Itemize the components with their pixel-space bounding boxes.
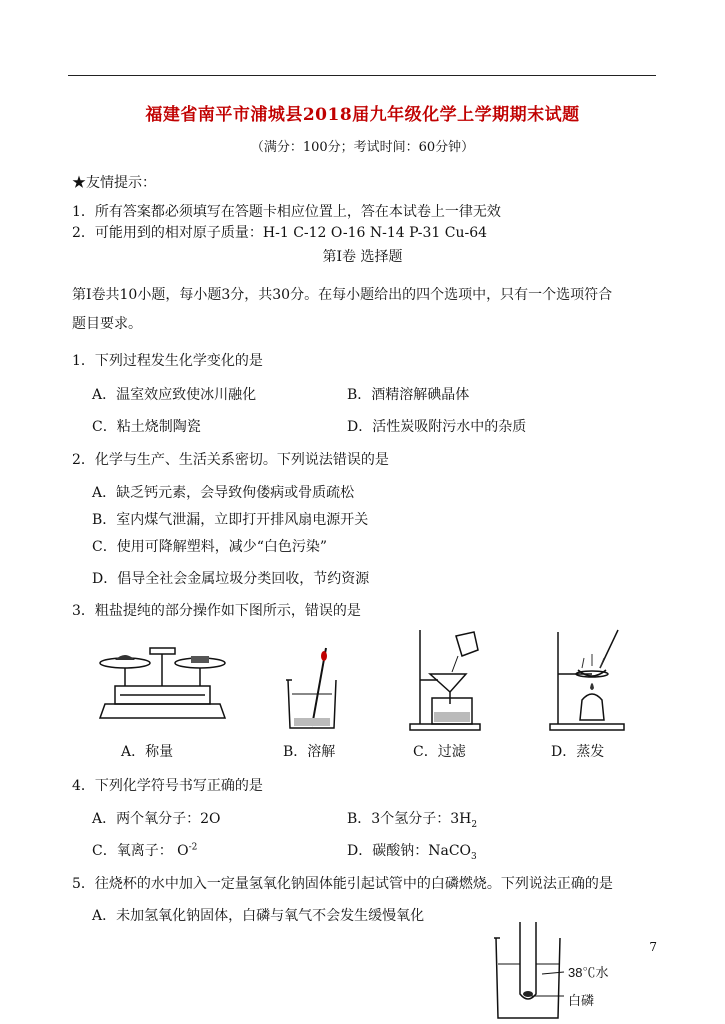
q4-stem: 4．下列化学符号书写正确的是 [72,778,263,794]
page-number: 7 [649,940,657,954]
q3-option-b: B．溶解 [283,744,336,760]
q2-option-b: B．室内煤气泄漏，立即打开排风扇电源开关 [92,512,369,528]
tip-1: 1．所有答案都必须填写在答题卡相应位置上，答在本试卷上一律无效 [72,204,501,220]
q4-option-b: B．3个氢分子：$3H_2$ [347,811,478,830]
tip-2: 2．可能用到的相对原子质量：H-1 C-12 O-16 N-14 P-31 Cu-64 [72,225,488,241]
q3-stem: 3．粗盐提纯的部分操作如下图所示，错误的是 [72,603,361,619]
instructions-line-2: 题目要求。 [72,316,142,332]
label-white-phosphorus: 白磷 [568,993,595,1008]
q2-option-c: C．使用可降解塑料，减少“白色污染” [92,539,328,555]
q1-option-c: C．粘土烧制陶瓷 [92,419,201,435]
q4-option-d: D．碳酸钠：NaCO$_3$ [347,843,477,862]
q5-option-a: A．未加氢氧化钠固体，白磷与氧气不会发生缓慢氧化 [92,908,425,924]
page-title: 福建省南平市浦城县2018届九年级化学上学期期末试题 [145,105,580,125]
white-phosphorus-figure [492,922,572,1022]
q1-stem: 1．下列过程发生化学变化的是 [72,353,263,369]
q3-option-a: A．称量 [121,744,174,760]
q3-option-d: D．蒸发 [551,744,605,760]
header-rule [68,75,656,76]
q2-option-d: D．倡导全社会金属垃圾分类回收，节约资源 [92,571,370,587]
exam-info: （满分：100分；考试时间：60分钟） [250,140,475,155]
q4-option-c: C．氧离子： $O^{-2}$ [92,842,198,859]
label-38c-water: 38℃水 [568,965,609,980]
q4-option-a: A．两个氧分子：2O [92,811,221,827]
q2-stem: 2．化学与生产、生活关系密切。下列说法错误的是 [72,452,389,468]
q2-option-a: A．缺乏钙元素，会导致佝偻病或骨质疏松 [92,485,355,501]
q1-option-a: A．温室效应致使冰川融化 [92,387,257,403]
q1-option-b: B．酒精溶解碘晶体 [347,387,470,403]
evaporation-figure [548,628,628,733]
instructions-line-1: 第Ⅰ卷共10小题，每小题3分，共30分。在每小题给出的四个选项中，只有一个选项符合 [72,287,613,303]
q5-stem: 5．往烧杯的水中加入一定量氢氧化钠固体能引起试管中的白磷燃烧。下列说法正确的是 [72,876,613,892]
filtration-figure [408,628,483,733]
q1-option-d: D．活性炭吸附污水中的杂质 [347,419,527,435]
q3-option-c: C．过滤 [413,744,466,760]
tips-header: ★友情提示： [72,175,156,191]
balance-figure [95,638,230,733]
dissolving-figure [282,642,342,732]
section-title: 第Ⅰ卷 选择题 [322,249,403,265]
